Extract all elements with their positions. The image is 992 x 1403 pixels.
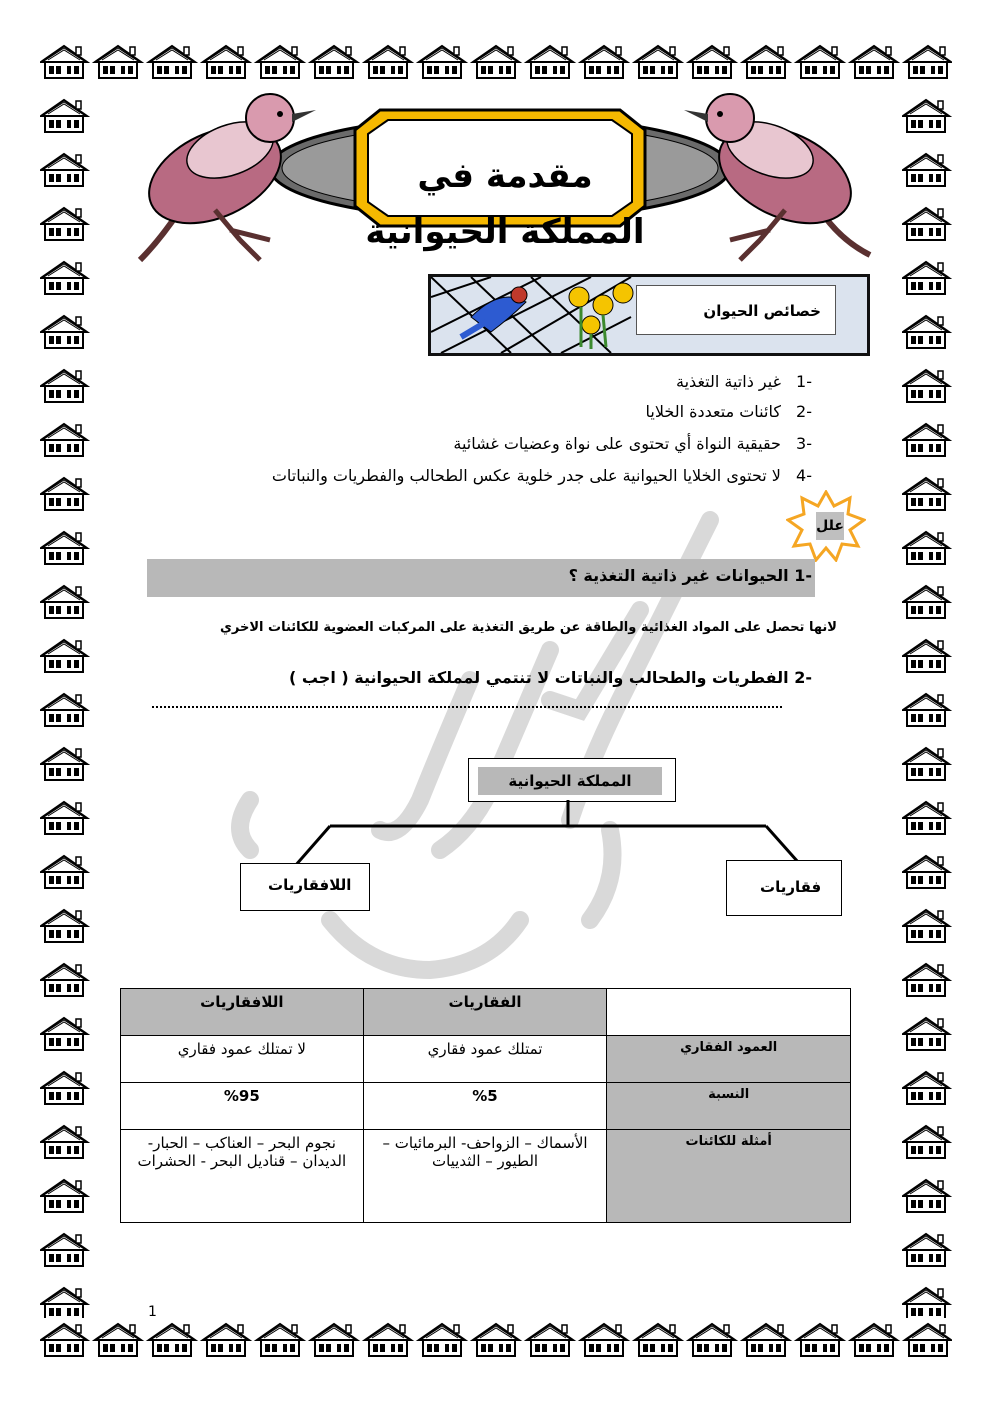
list-item: -2 كائنات متعددة الخلايا [645,402,812,421]
tree-vertebrates-label: فقاريات [760,878,822,896]
table-row [121,1083,851,1130]
cell-invertebrates-backbone: لا تمتلك عمود فقاري [121,1036,364,1083]
table-row [121,1130,851,1223]
cell-vertebrates-backbone: تمتلك عمود فقاري [363,1036,607,1083]
border-right [902,98,952,1318]
question-2: -2 الفطريات والطحالب والنباتات لا تنتمي لمملكة الحيوانية ( اجب ) [288,668,812,687]
answer-line [152,706,782,708]
header-empty [607,989,851,1036]
cell-vertebrates-examples: الأسماك – الزواحف- البرمائيات – الطيور – الثدييات [363,1130,607,1223]
cell-invertebrates-examples: نجوم البحر – العناكب – الحبار- الديدان – قناديل البحر - الحشرات [121,1130,364,1223]
explain-label: علل [816,512,844,540]
border-left [40,98,90,1318]
list-item: -4 لا تحتوى الخلايا الحيوانية على جدر خلوية عكس الطحالب والفطريات والنباتات [271,466,812,485]
page-number: 1 [148,1304,157,1320]
row-label-percent: النسبة [607,1083,851,1130]
header-invertebrates: اللافقاريات [121,989,364,1036]
cell-invertebrates-percent: %95 [121,1083,364,1130]
answer-1: لانها تحصل على المواد الغذائية والطاقة عن طريق التغذية على المركبات العضوية للكائنات الاخري [220,620,837,635]
comparison-table [120,988,851,1223]
cell-vertebrates-percent: %5 [363,1083,607,1130]
tree-invertebrates-label: اللافقاريات [268,876,352,894]
row-label-examples: أمثلة للكائنات [607,1130,851,1223]
border-top [40,44,952,84]
table-header-row [121,989,851,1036]
row-label-backbone: العمود الفقاري [607,1036,851,1083]
page-title: مقدمة في المملكة الحيوانية [365,156,645,252]
list-item: -3 حقيقية النواة أي تحتوى على نواة وعضيات غشائية [453,434,812,453]
header-vertebrates: الفقاريات [363,989,607,1036]
tree-root-label: المملكة الحيوانية [478,767,662,795]
question-1: -1 الحيوانات غير ذاتية التغذية ؟ [568,566,812,585]
table-row [121,1036,851,1083]
border-bottom [40,1322,952,1362]
characteristics-label: خصائص الحيوان [636,285,836,335]
list-item: -1 غير ذاتية التغذية [676,372,812,391]
